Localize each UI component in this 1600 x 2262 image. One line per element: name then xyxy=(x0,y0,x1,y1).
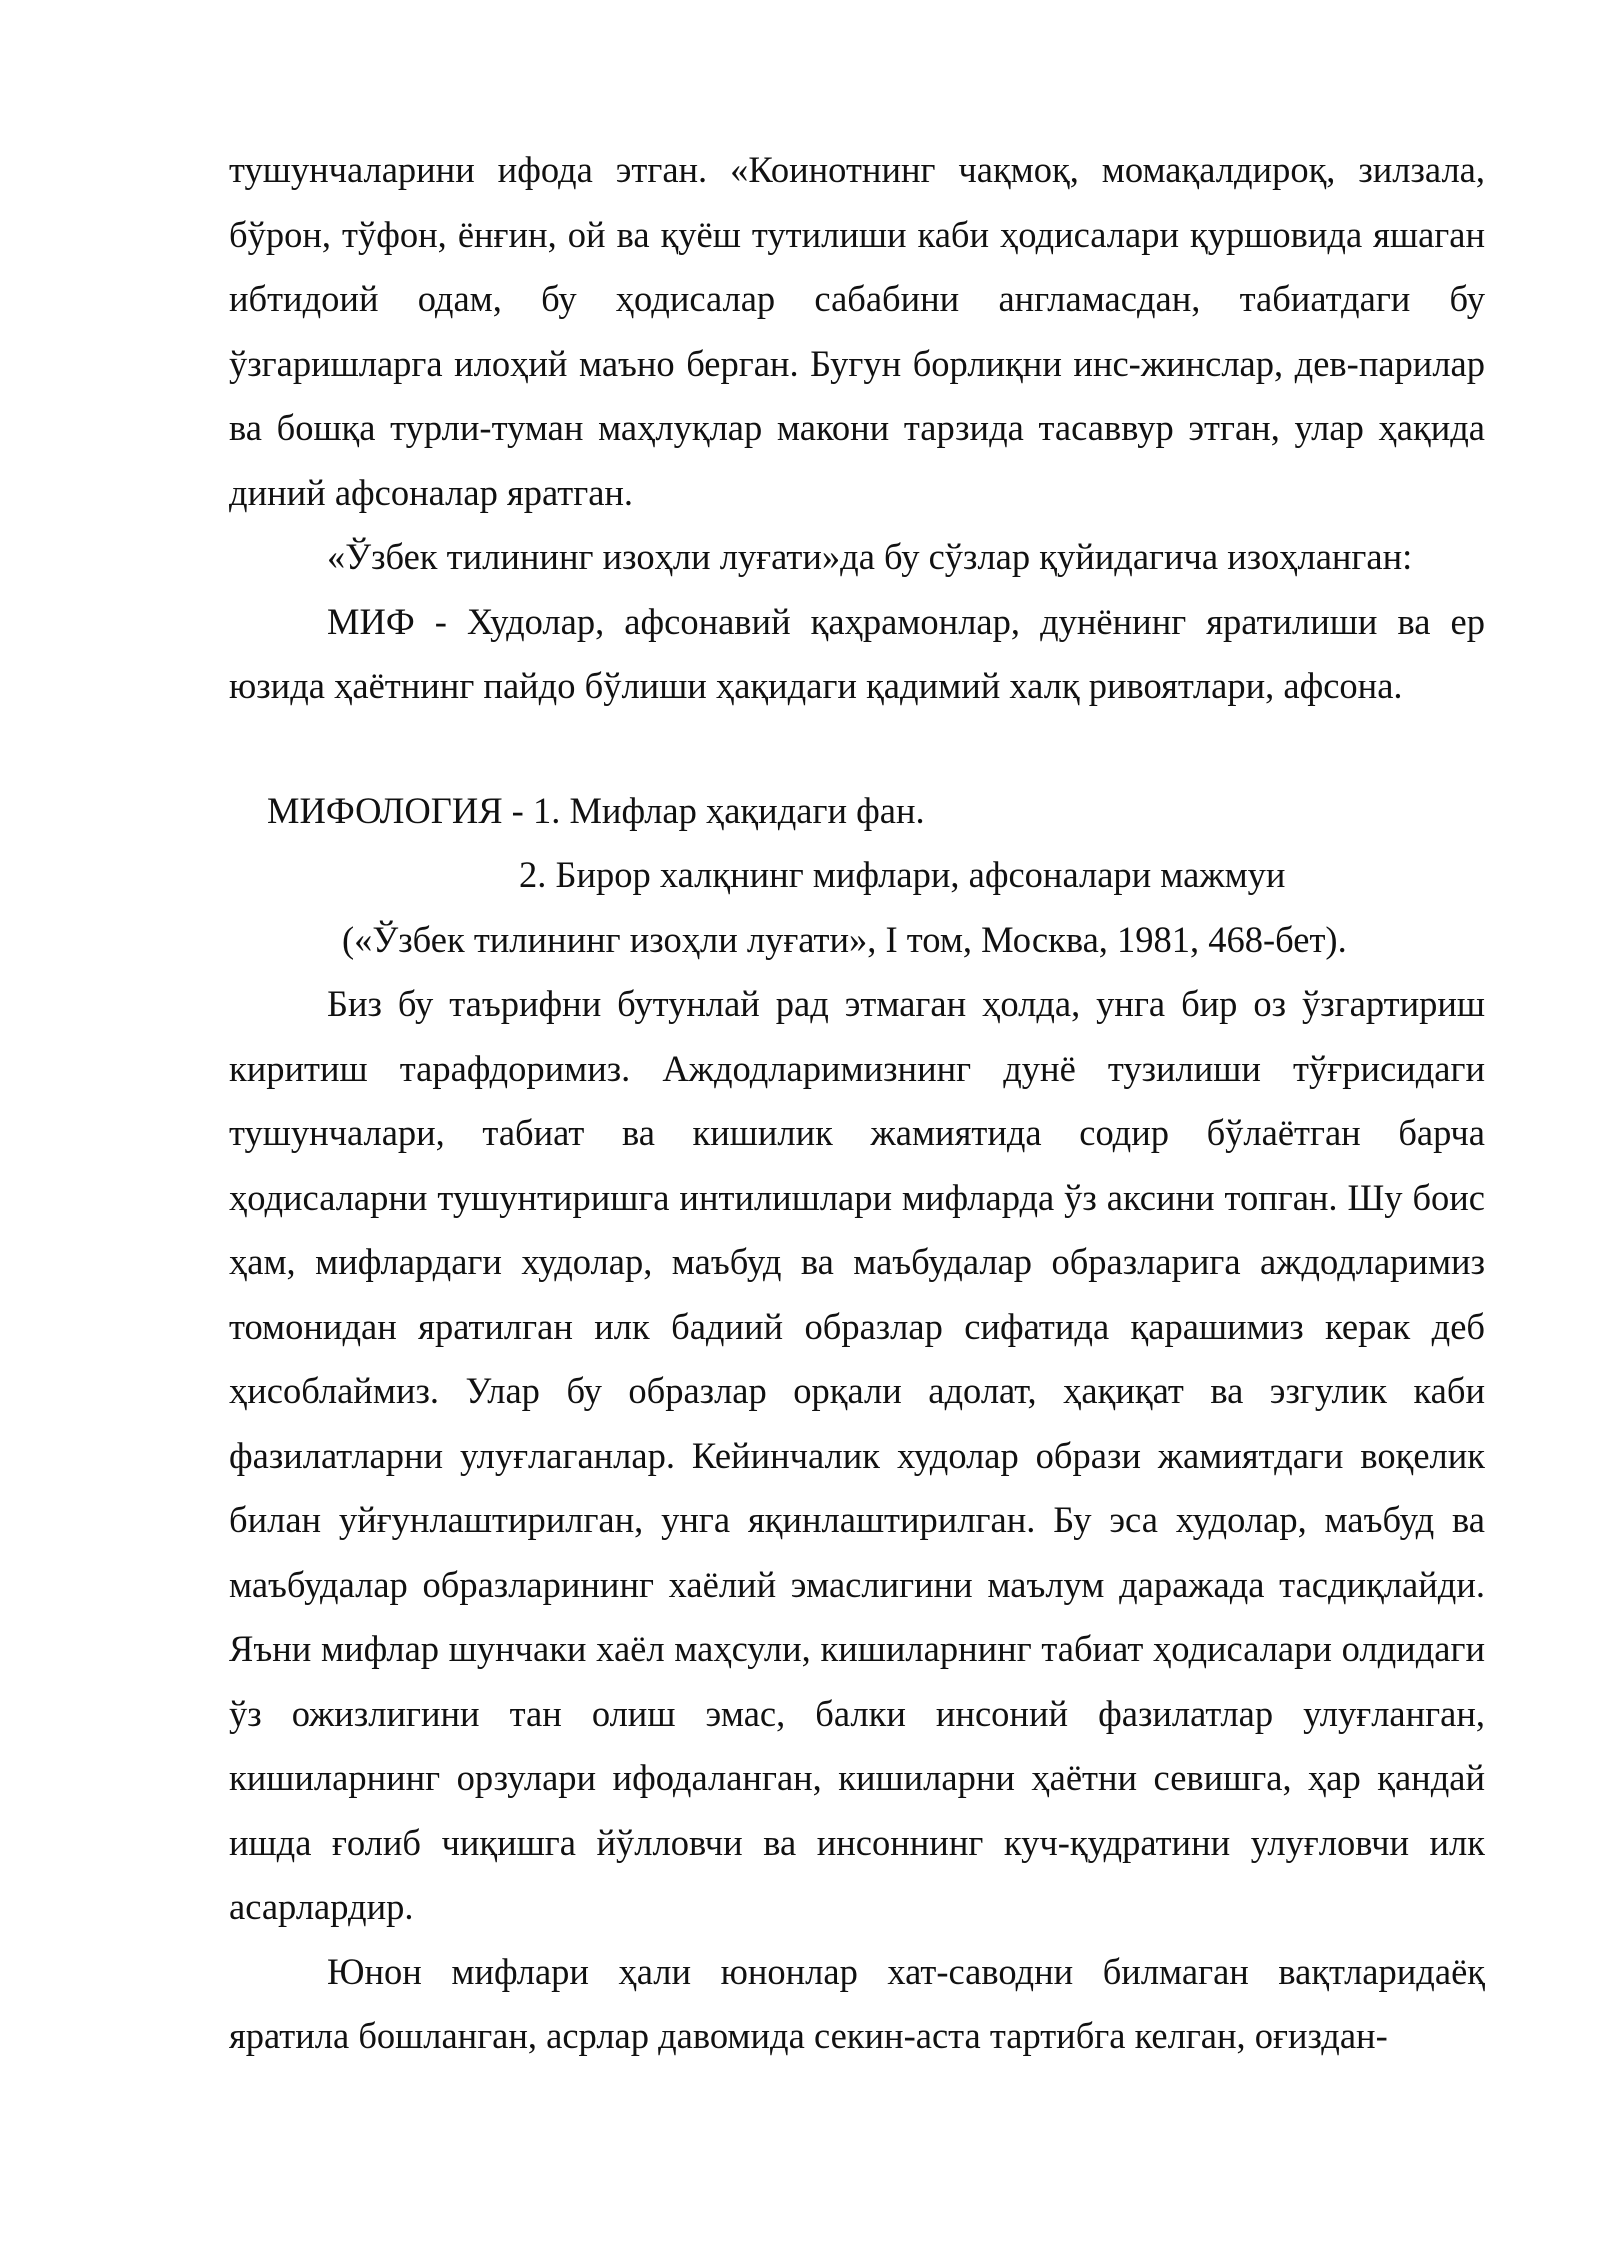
paragraph-continuation: тушунчаларини ифода этган. «Коинотнинг чақмоқ, момақалдироқ, зилзала, бўрон, тўфон, ёнғин, ой ва қуёш тутилиши каби ҳодисалари қуршовида яшаган ибтидоий одам, бу ҳодисалар сабабини англамасдан, табиатдаги бу ўзгаришларга илоҳий маъно берган. Бугун борлиқни инс-жинслар, дев-парилар ва бошқа турли-туман маҳлуқлар макони тарзида тасаввур этган, улар ҳақида диний афсоналар яратган. xyxy=(229,149,1485,513)
paragraph-interpretation: Биз бу таърифни бутунлай рад этмаган ҳолда, унга бир оз ўзгартириш киритиш тарафдоримиз. Аждодларимизнинг дунё тузилиши тўғрисидаги тушунчалари, табиат ва кишилик жамиятида содир бўлаётган барча ҳодисаларни тушунтиришга интилишлари мифларда ўз аксини топган. Шу боис ҳам, мифлардаги худолар, маъбуд ва маъбудалар образларига аждодларимиз томонидан яратилган илк бадиий образлар сифатида қарашимиз керак деб ҳисоблаймиз. Улар бу образлар орқали адолат, ҳақиқат ва эзгулик каби фазилатларни улуғлаганлар. Кейинчалик худолар образи жамиятдаги воқелик билан уйғунлаштирилган, унга яқинлаштирилган. Бу эса худолар, маъбуд ва маъбудалар образларининг хаёлий эмаслигини маълум даражада тасдиқлайди. Яъни мифлар шунчаки хаёл маҳсули, кишиларнинг табиат ҳодисалари олдидаги ўз ожизлигини тан олиш эмас, балки инсоний фазилатлар улуғланган, кишиларнинг орзулари ифодаланган, кишиларни ҳаётни севишга, ҳар қандай ишда ғолиб чиқишга йўлловчи ва инсоннинг куч-қудратини улуғловчи илк асарлардир. xyxy=(229,983,1485,1927)
document-page xyxy=(229,138,1485,2069)
mythology-definition-title: МИФОЛОГИЯ - 1. Мифлар ҳақидаги фан. xyxy=(267,789,925,831)
mythology-definition-item-2: 2. Бирор халқнинг мифлари, афсоналари мажмуи xyxy=(519,854,1286,895)
paragraph-greek-myths: Юнон мифлари ҳали юнонлар хат-саводни билмаган вақтларидаёқ яратила бошланган, асрлар давомида секин-аста тартибга келган, оғиздан- xyxy=(229,1950,1485,2056)
paragraph-dictionary-intro: «Ўзбек тилининг изоҳли луғати»да бу сўзлар қуйидагича изоҳланган: xyxy=(327,536,1413,577)
mythology-definition-source: («Ўзбек тилининг изоҳли луғати», I том, Москва, 1981, 468-бет). xyxy=(342,918,1347,960)
paragraph-myth-definition: МИФ - Худолар, афсонавий қаҳрамонлар, дунёнинг яратилиши ва ер юзида ҳаётнинг пайдо бўлиши ҳақидаги қадимий халқ ривоятлари, афсона. xyxy=(229,600,1485,706)
section-spacer xyxy=(229,719,1485,779)
